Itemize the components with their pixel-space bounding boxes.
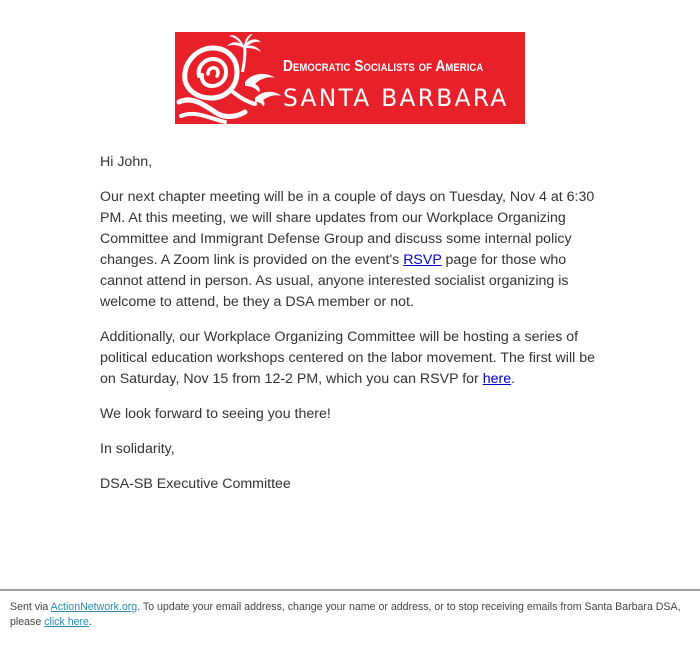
actionnetwork-link[interactable]: ActionNetwork.org [50,601,138,613]
email-footer [0,589,700,629]
paragraph-meeting-text-2: page for those who cannot attend in person. As usual, anyone interested socialist organizing is welcome to attend, be they a DSA member or not. [100,252,569,310]
signoff: In solidarity, [100,441,175,457]
footer-text-2: . To update your email address, change your name or address, or to stop receiving emails from Santa Barbara DSA, please [10,601,681,628]
greeting: Hi John, [100,154,153,170]
header-banner [175,32,525,124]
footer-text-3: . [88,615,92,628]
org-name-line2: SANTA BARBARA [283,84,509,112]
paragraph-workshops-text-2: . [511,371,516,387]
paragraph-closing: We look forward to seeing you there! [100,406,331,422]
footer-text-1: Sent via [10,601,51,613]
paragraph-meeting-text-1: Our next chapter meeting will be in a couple of days on Tuesday, Nov 4 at 6:30 PM. At this meeting, we will share updates from our Workplace Organizing Committee and Immigrant Defense Group and discuss some internal policy changes. A Zoom link is provided on the event's [100,189,595,268]
paragraph-meeting [100,187,600,313]
rose-palm-dolphin-logo-icon [175,32,285,124]
unsubscribe-link[interactable]: click here [44,615,89,628]
paragraph-workshops-text-1: Additionally, our Workplace Organizing Committee will be hosting a series of political education workshops centered on the labor movement. The first will be on Saturday, Nov 15 from 12-2 PM, which you can RSVP for [100,329,595,387]
email-body [100,152,600,509]
org-name-line1: Democratic Socialists of America [283,58,484,75]
paragraph-workshops [100,327,600,390]
signature: DSA-SB Executive Committee [100,476,291,492]
workshop-rsvp-link[interactable]: here [482,371,512,387]
rsvp-link[interactable]: RSVP [403,252,442,268]
